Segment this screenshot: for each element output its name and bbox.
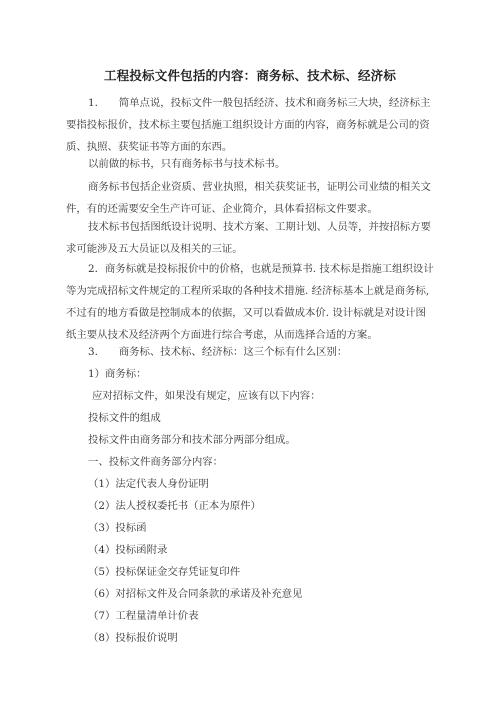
subheading-business-bid: 1）商务标： (88, 368, 147, 380)
list-item: （3）投标函 (88, 522, 147, 534)
document-title: 工程投标文件包括的内容：商务标、技术标、经济标 (103, 68, 397, 83)
paragraph-composition: 投标文件由商务部分和技术部分两部分组成。 (88, 434, 296, 446)
paragraph-price-definition: 2．商务标就是投标报价中的价格，也就是预算书. 技术标是指施工组织设计等为完成招标文件规定的工程所采取的各种技术措施. 经济标基本上就是商务标,不过有的地方看做是控制成本的依据，又可以看做成本价. 设计标就是对设计图纸主要从技术及经济两个方面进行综合考虑，从而选择合适的方案。 (66, 263, 434, 341)
list-item: （7）工程量清单计价表 (88, 610, 199, 622)
paragraph-business-bid: 商务标书包括企业资质、营业执照，相关获奖证书，证明公司业绩的相关文件，有的还需要安全生产许可证、企业简介，具体看招标文件要求。 (66, 181, 431, 215)
list-item: （4）投标函附录 (88, 544, 168, 556)
subheading-composition: 投标文件的组成 (88, 412, 161, 424)
paragraph-technical-bid: 技术标书包括图纸设计说明、技术方案、工期计划、人员等，并按招标方要求可能涉及五大员证以及相关的三证。 (66, 221, 431, 255)
list-item: （6）对招标文件及合同条款的承诺及补充意见 (88, 588, 303, 600)
list-item: （1）法定代表人身份证明 (88, 478, 209, 490)
section-heading-business-content: 一、投标文件商务部分内容： (88, 456, 224, 468)
list-item: （2）法人授权委托书（正本为原件） (88, 500, 261, 512)
list-item: （5）投标保证金交存凭证复印件 (88, 566, 241, 578)
section-heading-differences: 3. 商务标、技术标、经济标：这三个标有什么区别： (88, 346, 348, 358)
paragraph-requirements: 应对招标文件，如果没有规定，应该有以下内容： (92, 390, 321, 402)
paragraph-previous-bids: 以前做的标书，只有商务标书与技术标书。 (88, 158, 286, 170)
list-item: （8）投标报价说明 (88, 632, 178, 644)
paragraph-overview: 1. 简单点说，投标文件一般包括经济、技术和商务标三大块，经济标主要指投标报价，技术标主要包括施工组织设计方面的内容，商务标就是公司的资质、执照、获奖证书等方面的东西。 (66, 97, 431, 153)
